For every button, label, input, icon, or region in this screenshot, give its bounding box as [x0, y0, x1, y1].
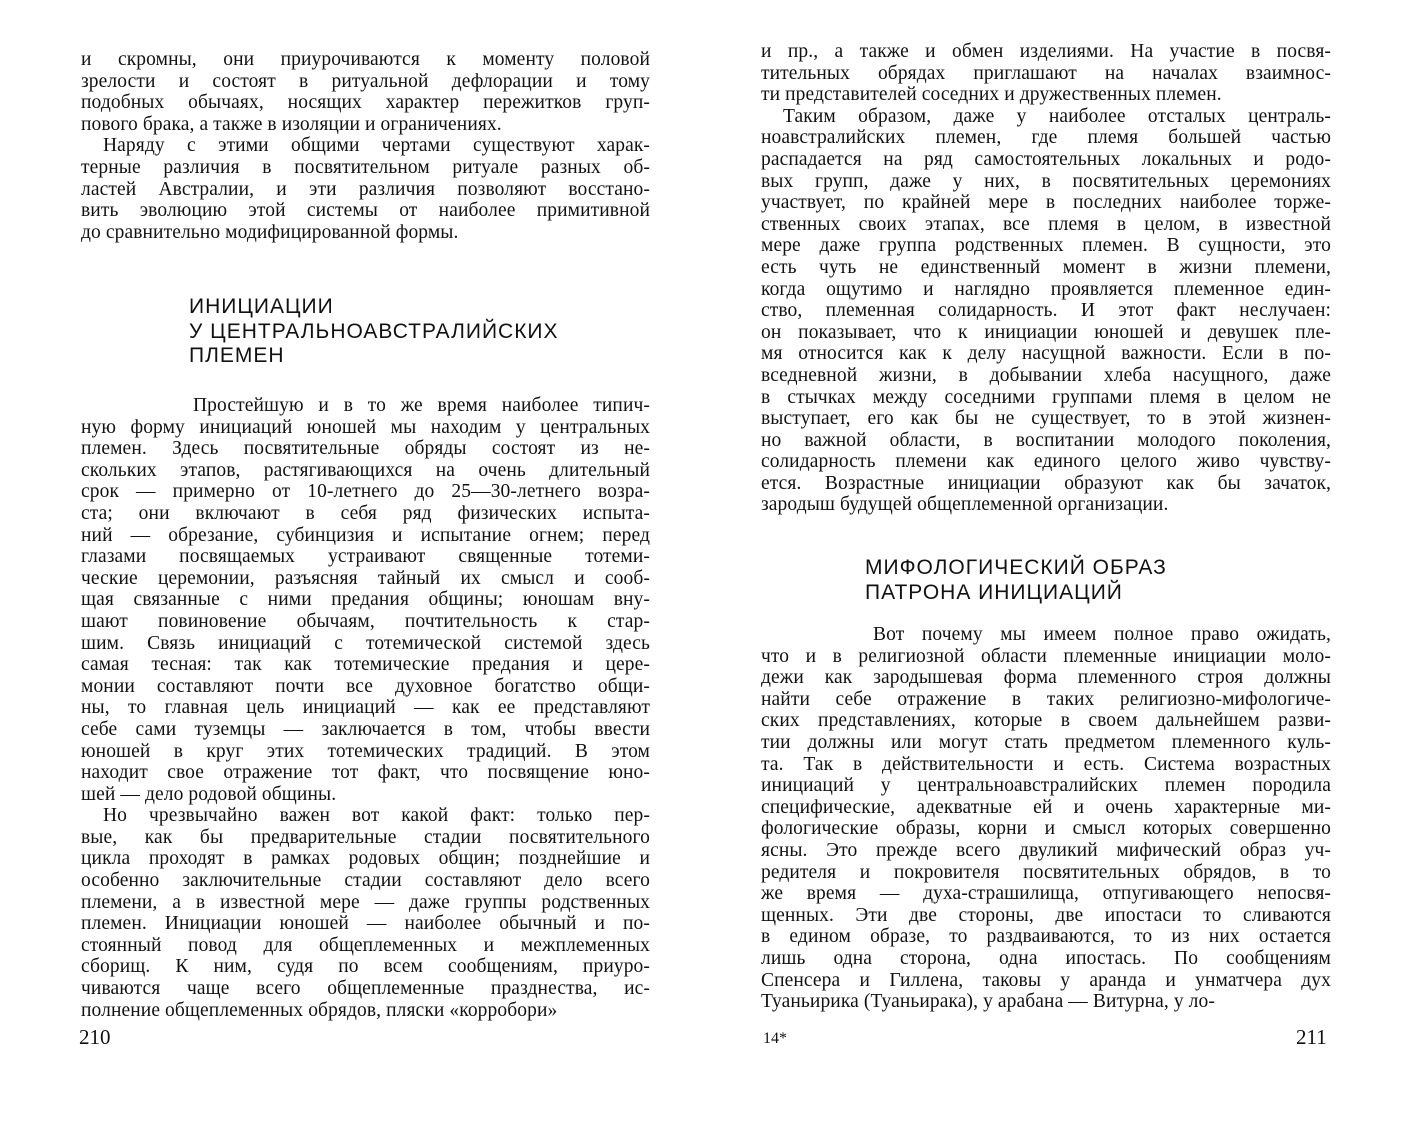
- text-line: та. Так в действительности и есть. Система возрастных: [761, 753, 1331, 775]
- text-line: племен. Здесь посвятительные обряды состоят из не-: [81, 438, 650, 460]
- text-line: мере даже группа родственных племен. В сущности, это: [761, 235, 1331, 257]
- text-line: тии должны или могут стать предметом племенного куль-: [761, 731, 1331, 753]
- text-line: Туаньирика (Туаньирака), у арабана — Витурна, у ло-: [761, 991, 1215, 1013]
- text-line: ских представлениях, которые в своем дальнейшем разви-: [761, 710, 1331, 732]
- text-line: Вот почему мы имеем полное право ожидать,: [873, 624, 1331, 645]
- text-line: редителя и покровителя посвятительных обрядов, в то: [761, 861, 1331, 883]
- text-line: когда ощутимо и наглядно проявляется племенное един-: [761, 278, 1331, 300]
- text-line: Таким образом, даже у наиболее отсталых централь-: [783, 105, 1331, 127]
- text-line: тительных обрядах приглашают на началах взаимнос-: [761, 62, 1331, 84]
- text-line: юношей в круг этих тотемических традиций. В этом: [81, 740, 650, 762]
- text-line: Но чрезвычайно важен вот какой факт: только пер-: [103, 805, 650, 827]
- text-line: участвует, по крайней мере в последних наиболее торже-: [761, 192, 1331, 214]
- right-section-heading: [865, 556, 1167, 605]
- text-line: племен. Инициации юношей — наиболее обычный и по-: [81, 913, 650, 935]
- text-line: Простейшую и в то же время наиболее типич-: [193, 395, 650, 416]
- text-line: ны, то главная цель инициаций — как ее представляют: [81, 697, 650, 719]
- text-line: же время — духа-страшилища, отпугивающего непосвя-: [761, 883, 1331, 905]
- text-line: стоянный повод для общеплеменных и межплеменных: [81, 934, 650, 956]
- text-line: цикла проходят в рамках родовых общин; позднейшие и: [81, 848, 650, 870]
- text-line: что и в религиозной области племенные инициации моло-: [761, 645, 1331, 667]
- text-line: в едином образе, то раздваиваются, то из них остается: [761, 926, 1331, 948]
- text-line: находит свое отражение тот факт, что посвящение юно-: [81, 762, 650, 784]
- text-line: ластей Австралии, и эти различия позволяют восстано-: [81, 178, 650, 200]
- text-line: полнение общеплеменных обрядов, пляски «корробори»: [81, 999, 558, 1021]
- text-line: он показывает, что к инициации юношей и девушек пле-: [761, 321, 1331, 343]
- left-section-heading: [189, 295, 559, 369]
- text-line: чиваются чаще всего общеплеменные празднества, ис-: [81, 978, 650, 1000]
- text-line: выступает, его как бы не существует, то в этой жизнен-: [761, 408, 1331, 430]
- text-line: ти представителей соседних и дружественных племен.: [761, 84, 1222, 106]
- text-line: глазами посвящаемых устраивают священные тотеми-: [81, 546, 650, 568]
- text-line: шают повиновение обычаям, почтительность к стар-: [81, 610, 650, 632]
- left-intro-paragraphs: [81, 49, 650, 243]
- heading-line: ИНИЦИАЦИИ: [189, 295, 334, 318]
- text-line: сборищ. К ним, судя по всем сообщениям, приуро-: [81, 956, 650, 978]
- text-line: ний — обрезание, субинцизия и испытание огнем; перед: [81, 524, 650, 546]
- text-line: вить эволюцию этой системы от наиболее примитивной: [81, 200, 650, 222]
- heading-line: МИФОЛОГИЧЕСКИЙ ОБРАЗ: [865, 556, 1167, 579]
- text-line: себе сами туземцы — заключается в том, чтобы ввести: [81, 718, 650, 740]
- text-line: солидарность племени как единого целого живо чувству-: [761, 451, 1331, 473]
- text-line: специфические, адекватные ей и очень характерные ми-: [761, 796, 1331, 818]
- page-number-right: 211: [1296, 1025, 1327, 1049]
- text-line: вых групп, даже у них, в посвятительных церемониях: [761, 170, 1331, 192]
- text-line: Спенсера и Гиллена, таковы у аранда и унматчера дух: [761, 969, 1331, 991]
- text-line: и скромны, они приурочиваются к моменту половой: [81, 49, 650, 70]
- text-line: и пр., а также и обмен изделиями. На участие в посвя-: [761, 41, 1331, 62]
- text-line: распадается на ряд самостоятельных локальных и родо-: [761, 148, 1331, 170]
- text-line: ственных своих этапах, все племя в целом, в известной: [761, 213, 1331, 235]
- heading-line: У ЦЕНТРАЛЬНОАВСТРАЛИЙСКИХ: [189, 319, 559, 343]
- text-line: мя относится как к делу насущной важности. Если в по-: [761, 343, 1331, 365]
- text-line: племени, а в известной мере — даже группы родственных: [81, 891, 650, 913]
- heading-line: ПАТРОНА ИНИЦИАЦИЙ: [865, 580, 1123, 604]
- text-line: скольких этапов, растягивающихся на очень длительный: [81, 459, 650, 481]
- text-line: ста; они включают в себя ряд физических испыта-: [81, 502, 650, 524]
- text-line: щая связанные с ними предания общины; юношам вну-: [81, 589, 650, 611]
- left-body-paragraphs: [81, 395, 650, 1021]
- text-line: но важной области, в воспитании молодого поколения,: [761, 429, 1331, 451]
- text-line: срок — примерно от 10-летнего до 25—30-летнего возра-: [81, 481, 650, 503]
- text-line: инициаций у центральноавстралийских племен породила: [761, 775, 1331, 797]
- text-line: ческие церемонии, разъясняя тайный их смысл и сооб-: [81, 567, 650, 589]
- text-line: вые, как бы предварительные стадии посвятительного: [81, 826, 650, 848]
- text-line: ную форму инициаций юношей мы находим у центральных: [81, 416, 650, 438]
- text-line: есть чуть не единственный момент в жизни племени,: [761, 256, 1331, 278]
- text-line: шим. Связь инициаций с тотемической системой здесь: [81, 632, 650, 654]
- text-line: терные различия в посвятительном ритуале разных об-: [81, 156, 650, 178]
- text-line: монии составляют почти все духовное богатство общи-: [81, 675, 650, 697]
- text-line: особенно заключительные стадии составляют дело всего: [81, 870, 650, 892]
- text-line: шей — дело родовой общины.: [81, 783, 337, 805]
- text-line: ется. Возрастные инициации образуют как бы зачаток,: [761, 472, 1331, 494]
- text-line: зрелости и состоят в ритуальной дефлорации и тому: [81, 70, 650, 92]
- heading-line: ПЛЕМЕН: [189, 344, 285, 367]
- page-number-left: 210: [79, 1025, 111, 1049]
- text-line: лишь одна сторона, одна ипостась. По сообщениям: [761, 947, 1331, 969]
- text-line: самая тесная: так как тотемические предания и цере-: [81, 654, 650, 676]
- right-page: [707, 0, 1414, 1131]
- text-line: найти себе отражение в таких религиозно-мифологиче-: [761, 688, 1331, 710]
- text-line: пового брака, а также в изоляции и ограничениях.: [81, 113, 502, 135]
- text-line: Наряду с этими общими чертами существуют харак-: [103, 135, 650, 157]
- text-line: зародыш будущей общеплеменной организации.: [761, 494, 1169, 516]
- text-line: подобных обычаях, носящих характер пережитков груп-: [81, 92, 650, 114]
- text-line: ство, племенная солидарность. И этот факт неслучаен:: [761, 300, 1331, 322]
- right-body-paragraphs: [761, 624, 1331, 1013]
- text-line: до сравнительно модифицированной формы.: [81, 221, 459, 243]
- signature-mark: 14*: [763, 1030, 787, 1047]
- text-line: щенных. Эти две стороны, две ипостаси то сливаются: [761, 904, 1331, 926]
- right-intro-paragraphs: [761, 41, 1331, 516]
- text-line: дежи как зародышевая форма племенного строя должны: [761, 667, 1331, 689]
- text-line: в стычках между соседними группами племя в целом не: [761, 386, 1331, 408]
- text-line: вседневной жизни, в добывании хлеба насущного, даже: [761, 364, 1331, 386]
- text-line: фологические образы, корни и смысл которых совершенно: [761, 818, 1331, 840]
- text-line: ноавстралийских племен, где племя большей частью: [761, 127, 1331, 149]
- text-line: ясны. Это прежде всего двуликий мифический образ уч-: [761, 839, 1331, 861]
